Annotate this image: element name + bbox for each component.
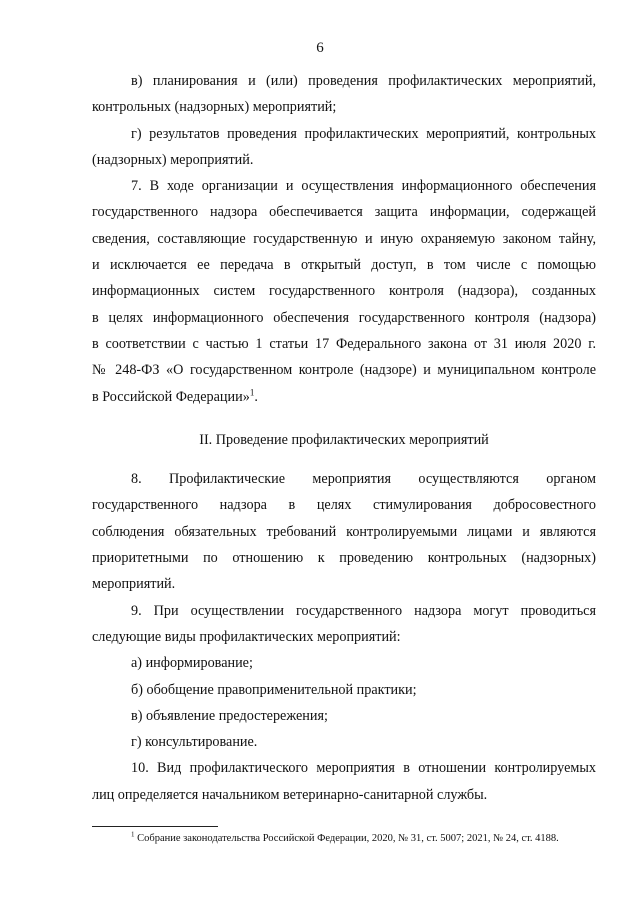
text-line: государственного надзора в целях стимулирования добросовестного [92,497,596,514]
paragraph-8 [92,466,596,597]
text-line: в целях информационного обеспечения государственного контроля (надзора) [92,309,596,326]
text-line [92,384,596,410]
text-line: следующие виды профилактических мероприятий: [92,628,401,645]
footnote-separator [92,826,218,827]
text-line: приоритетными по отношению к проведению контрольных (надзорных) [92,550,596,567]
text-line: № 248-ФЗ «О государственном контроле (надзоре) и муниципальном контроле [92,362,596,379]
text-line: г) результатов проведения профилактических мероприятий, контрольных [131,125,596,142]
paragraph-10 [92,755,596,808]
text-line: лиц определяется начальником ветеринарно-санитарной службы. [92,786,488,803]
text-line: 10. Вид профилактического мероприятия в отношении контролируемых [131,760,596,777]
paragraph-item-g [92,121,596,174]
list-item: б) обобщение правоприменительной практики; [131,681,417,698]
footnote [92,832,596,846]
text-line: соблюдения обязательных требований контролируемыми лицами и являются [92,523,596,540]
text-line: государственного надзора обеспечивается защита информации, содержащей [92,204,596,221]
text-line: 8. Профилактические мероприятия осуществляются органом [131,471,596,488]
paragraph-item-v [92,68,596,121]
section-heading: II. Проведение профилактических мероприятий [199,431,489,448]
paragraph-7 [92,173,596,410]
text-line: 7. В ходе организации и осуществления информационного обеспечения [131,178,596,195]
text-line: мероприятий. [92,576,176,593]
paragraph-9 [92,598,596,651]
page-number: 6 [316,40,324,56]
text-line: сведения, составляющие государственную и иную охраняемую законом тайну, [92,230,596,247]
text-line: и исключается ее передача в открытый доступ, в том числе с помощью [92,257,596,274]
text-segment: . [254,388,258,405]
prevention-types-list [92,650,596,755]
text-line: в соответствии с частью 1 статьи 17 Федерального закона от 31 июля 2020 г. [92,335,596,352]
text-line: 9. При осуществлении государственного надзора могут проводиться [131,602,596,619]
list-item: в) объявление предостережения; [131,707,328,724]
text-line: в) планирования и (или) проведения профилактических мероприятий, [131,73,596,89]
footnote-mark: 1 [131,830,135,839]
list-item: г) консультирование. [131,734,258,751]
text-line: (надзорных) мероприятий. [92,151,254,168]
text-segment: в Российской Федерации» [92,388,250,405]
footnote-reference[interactable]: 1 [249,386,255,397]
text-line: информационных систем государственного контроля (надзора), созданных [92,283,596,300]
footnote-text: Собрание законодательства Российской Федерации, 2020, № 31, ст. 5007; 2021, № 24, ст. 4188. [137,833,559,844]
document-body [92,68,596,808]
list-item: а) информирование; [131,655,253,672]
text-line: контрольных (надзорных) мероприятий; [92,99,337,116]
